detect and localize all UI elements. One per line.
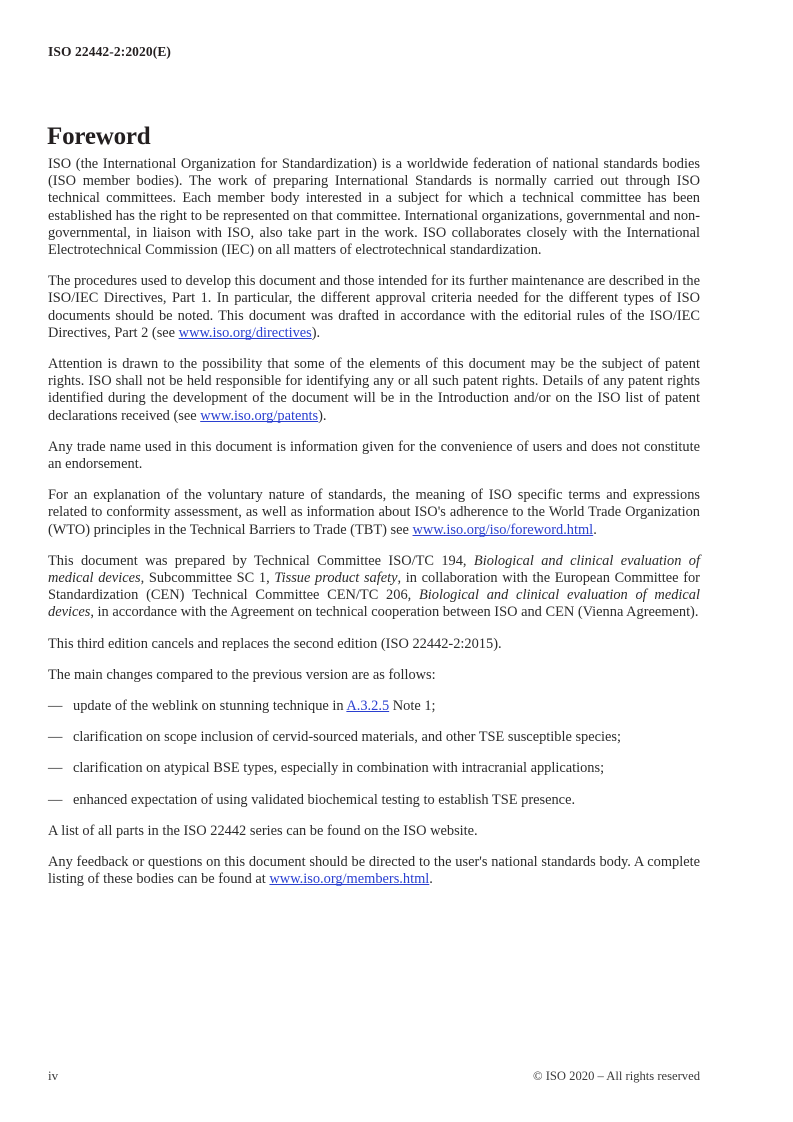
em-dash-marker: — (48, 791, 63, 808)
paragraph-text: This third edition cancels and replaces the second edition (ISO 22442-2:2015). (48, 635, 502, 652)
paragraph-text: Any feedback or questions on this document should be directed to the user's national standards body. A complete listing of these bodies can be found at (48, 854, 700, 888)
list-item-text: clarification on atypical BSE types, especially in combination with intracranial applications; (73, 760, 605, 777)
paragraph-feedback (48, 854, 700, 888)
paragraph-series-parts (48, 823, 700, 840)
paragraph-text: Any trade name used in this document is information given for the convenience of users and does not constitute an endorsement. (48, 438, 700, 473)
paragraph-text: A list of all parts in the ISO 22442 series can be found on the ISO website. (48, 822, 478, 839)
paragraph-text-tail: , in accordance with the Agreement on technical cooperation between ISO and CEN (Vienna Agreement). (90, 604, 699, 621)
page-number: iv (48, 1068, 59, 1083)
list-item (48, 698, 700, 715)
paragraph-text: Attention is drawn to the possibility that some of the elements of this document may be the subject of patent rights. ISO shall not be held responsible for identifying any or all such patent rights. Details of any patent rights identified during the development of the document will be in the Introduction and/or on the ISO list of patent declarations received (see (48, 356, 700, 424)
paragraph-text: ISO (the International Organization for Standardization) is a worldwide federation of national standards bodies (ISO member bodies). The work of preparing International Standards is normally carried out through ISO technical committees. Each member body interested in a subject for which a technical committee has been established has the right to be represented on that committee. International organizations, governmental and non-governmental, in liaison with ISO, also take part in the work. ISO collaborates closely with the International Electrotechnical Commission (IEC) on all matters of electrotechnical standardization. (48, 156, 700, 259)
list-item (48, 760, 700, 777)
committee-title-cen-tc206: Biological and clinical evaluation of medical devices (48, 587, 700, 621)
paragraph-text: This document was prepared by Technical Committee ISO/TC 194, (48, 552, 474, 569)
list-item (48, 792, 700, 809)
list-item-text: clarification on scope inclusion of cervid-sourced materials, and other TSE susceptible species; (73, 729, 622, 746)
paragraph-trade-name (48, 439, 700, 473)
paragraph-edition-statement (48, 636, 700, 653)
paragraph-text: , Subcommittee SC 1, (140, 570, 275, 587)
page-title: Foreword (47, 122, 151, 150)
list-item-text: update of the weblink on stunning technique in (73, 698, 347, 715)
em-dash-marker: — (48, 729, 63, 746)
link-iso-foreword[interactable]: www.iso.org/iso/foreword.html (412, 521, 594, 538)
link-iso-members[interactable]: www.iso.org/members.html (269, 871, 430, 888)
paragraph-text-tail: ). (318, 407, 327, 424)
change-list (48, 698, 700, 809)
em-dash-marker: — (48, 760, 63, 777)
list-item-text: enhanced expectation of using validated biochemical testing to establish TSE presence. (73, 791, 576, 808)
paragraph-procedures (48, 273, 700, 342)
committee-title-tc194: Biological and clinical evaluation of medical devices (48, 552, 701, 587)
paragraph-voluntary-nature (48, 487, 700, 539)
paragraph-scope-of-iso (48, 156, 700, 259)
list-item (48, 729, 700, 746)
foreword-body (48, 156, 700, 903)
paragraph-text: The procedures used to develop this document and those intended for its further maintenance are described in the ISO/IEC Directives, Part 1. In particular, the different approval criteria needed for the different types of ISO documents should be noted. This document was drafted in accordance with the editorial rules of the ISO/IEC Directives, Part 2 (see (48, 273, 700, 341)
copyright-notice: © ISO 2020 – All rights reserved (533, 1069, 700, 1083)
paragraph-text: For an explanation of the voluntary nature of standards, the meaning of ISO specific terms and expressions related to conformity assessment, as well as information about ISO's adherence to the World Trade Organization (WTO) principles in the Technical Barriers to Trade (TBT) see (48, 487, 700, 538)
link-iso-directives[interactable]: www.iso.org/directives (178, 324, 312, 341)
page-footer (48, 1068, 700, 1084)
paragraph-text-tail: . (429, 871, 433, 888)
paragraph-text: , in collaboration with the European Committee for Standardization (CEN) Technical Committee CEN/TC 206, (48, 570, 700, 604)
paragraph-patent-rights (48, 356, 700, 425)
em-dash-marker: — (48, 698, 63, 715)
paragraph-text: The main changes compared to the previous version are as follows: (48, 666, 436, 683)
link-clause-a-3-2-5[interactable]: A.3.2.5 (346, 698, 390, 715)
paragraph-text-tail: ). (311, 324, 321, 341)
subcommittee-title-sc1: Tissue product safety (274, 570, 398, 587)
document-header-reference: ISO 22442-2:2020(E) (48, 44, 172, 59)
paragraph-changes-intro (48, 667, 700, 684)
paragraph-text-tail: . (593, 521, 597, 538)
paragraph-preparing-committee (48, 553, 700, 622)
link-iso-patents[interactable]: www.iso.org/patents (200, 407, 319, 424)
list-item-text-tail: Note 1; (389, 698, 436, 715)
